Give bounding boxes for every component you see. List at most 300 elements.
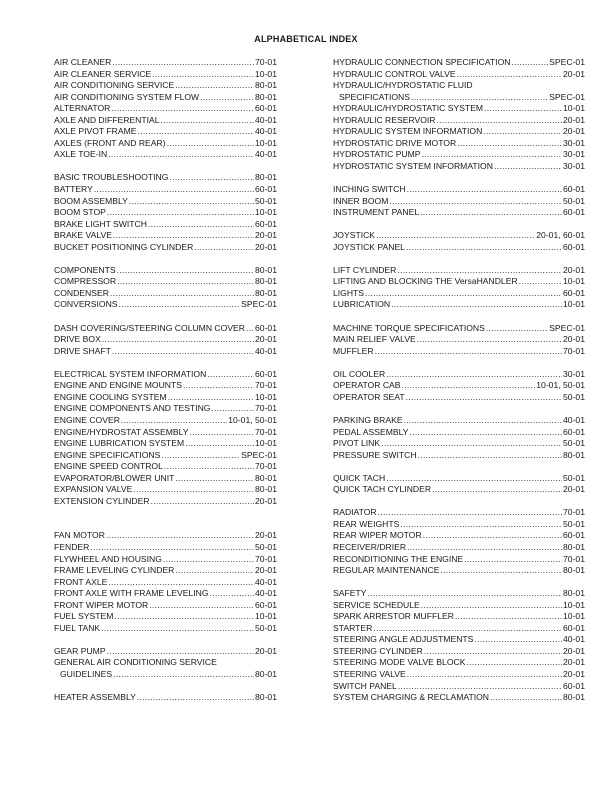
index-entry — [333, 369, 585, 381]
index-entry — [54, 692, 277, 704]
index-entry-name: SYSTEM CHARGING & RECLAMATION — [333, 692, 489, 703]
index-entry-page: 50-01 — [255, 622, 277, 633]
dot-leader — [431, 484, 562, 496]
index-entry-page: 60-01 — [563, 207, 585, 218]
index-entry — [333, 57, 585, 69]
dot-leader — [410, 92, 548, 104]
dot-leader — [482, 126, 562, 138]
index-column-right — [333, 57, 585, 715]
dot-leader — [388, 196, 562, 208]
index-letter-group — [54, 265, 277, 311]
index-entry-name: BRAKE LIGHT SWITCH — [54, 218, 147, 229]
index-entry — [54, 172, 277, 184]
dot-leader — [148, 600, 254, 612]
index-entry-page: 50-01 — [563, 472, 585, 483]
index-entry — [54, 69, 277, 81]
index-entry-page: 50-01 — [563, 438, 585, 449]
index-entry — [333, 692, 585, 704]
dot-leader — [151, 69, 254, 81]
index-entry-name: FUEL TANK — [54, 622, 101, 633]
index-entry — [333, 323, 585, 335]
index-entry-page: 60-01 — [255, 184, 277, 195]
index-entry-page: SPEC-01 — [549, 322, 585, 333]
dot-leader — [375, 230, 535, 242]
index-entry-page: 20-01 — [563, 334, 585, 345]
index-entry — [333, 242, 585, 254]
index-entry-name: MUFFLER — [333, 345, 374, 356]
index-entry-page — [276, 657, 277, 669]
index-letter-group — [333, 265, 585, 311]
index-entry-page: 80-01 — [255, 484, 277, 495]
index-entry — [54, 438, 277, 450]
index-entry-page: 60-01 — [255, 368, 277, 379]
index-entry-page: 40-01 — [255, 588, 277, 599]
dot-leader — [419, 207, 562, 219]
dot-leader — [111, 346, 254, 358]
index-entry — [54, 323, 277, 335]
dot-leader — [112, 669, 254, 681]
index-entry — [333, 334, 585, 346]
index-entry-name: OIL COOLER — [333, 368, 386, 379]
index-letter-group — [333, 323, 585, 358]
index-entry-page: 60-01 — [563, 241, 585, 252]
index-entry — [54, 219, 277, 231]
index-entry-name: EXPANSION VALVE — [54, 484, 133, 495]
index-entry-page: 10-01 — [255, 611, 277, 622]
index-entry — [333, 103, 585, 115]
dot-leader — [160, 450, 240, 462]
index-entry-name: FRONT AXLE — [54, 576, 108, 587]
index-entry — [333, 473, 585, 485]
index-entry-name: HYDROSTATIC DRIVE MOTOR — [333, 137, 457, 148]
dot-leader — [385, 369, 562, 381]
index-entry-page: 60-01 — [563, 184, 585, 195]
index-entry — [54, 600, 277, 612]
dot-leader — [174, 80, 254, 92]
index-entry-name: HYDRAULIC RESERVOIR — [333, 114, 436, 125]
dot-leader — [206, 369, 254, 381]
index-entry-name: SPECIFICATIONS — [339, 91, 410, 102]
index-entry-name: GEAR PUMP — [54, 645, 106, 656]
index-entry-name: ELECTRICAL SYSTEM INFORMATION — [54, 368, 207, 379]
index-entry — [54, 138, 277, 150]
index-entry — [333, 646, 585, 658]
index-entry-name: ENGINE COVER — [54, 414, 120, 425]
index-entry — [54, 346, 277, 358]
index-entry-name: BATTERY — [54, 184, 93, 195]
index-entry-page: 20-01 — [255, 565, 277, 576]
index-entry-name: COMPRESSOR — [54, 276, 117, 287]
index-entry — [333, 611, 585, 623]
index-entry — [333, 149, 585, 161]
index-letter-group — [54, 172, 277, 253]
dot-leader — [107, 577, 254, 589]
index-entry — [54, 299, 277, 311]
index-entry-name: GUIDELINES — [60, 668, 113, 679]
index-entry-name: RADIATOR — [333, 507, 377, 518]
index-entry — [333, 207, 585, 219]
dot-leader — [377, 507, 562, 519]
dot-leader — [454, 611, 562, 623]
index-entry — [333, 126, 585, 138]
dot-leader — [399, 519, 562, 531]
index-entry-name: ENGINE/HYDROSTAT ASSEMBLY — [54, 426, 189, 437]
dot-leader — [147, 219, 254, 231]
dot-leader — [107, 149, 254, 161]
index-entry — [333, 554, 585, 566]
index-entry — [54, 496, 277, 508]
index-entry-page: 10-01, 50-01 — [536, 380, 585, 391]
dot-leader — [105, 530, 254, 542]
index-entry — [333, 346, 585, 358]
index-entry-name: LUBRICATION — [333, 299, 391, 310]
index-entry-page: 80-01 — [255, 668, 277, 679]
index-entry — [333, 392, 585, 404]
dot-leader — [421, 149, 562, 161]
index-entry-name: RECONDITIONING THE ENGINE — [333, 553, 464, 564]
index-entry-page: 70-01 — [255, 553, 277, 564]
dot-leader — [422, 530, 562, 542]
index-entry-name: STARTER — [333, 622, 373, 633]
index-entry-name: AIR CLEANER SERVICE — [54, 68, 152, 79]
index-entry-page: 20-01 — [563, 645, 585, 656]
index-entry-name: ALTERNATOR — [54, 103, 111, 114]
dot-leader — [199, 92, 254, 104]
index-entry-name: SERVICE SCHEDULE — [333, 599, 420, 610]
index-letter-group — [333, 473, 585, 496]
index-entry-name: QUICK TACH CYLINDER — [333, 484, 432, 495]
index-entry — [54, 242, 277, 254]
dot-leader — [483, 103, 562, 115]
index-entry-page: 40-01 — [563, 634, 585, 645]
index-letter-group — [54, 646, 277, 681]
dot-leader — [132, 484, 254, 496]
dot-leader — [417, 450, 562, 462]
index-letter-group — [333, 230, 585, 253]
index-entry-name: ENGINE SPECIFICATIONS — [54, 449, 161, 460]
index-entry — [333, 681, 585, 693]
index-entry — [54, 646, 277, 658]
index-entry-name: SWITCH PANEL — [333, 680, 397, 691]
index-entry — [333, 657, 585, 669]
index-entry-name: AIR CONDITIONING SYSTEM FLOW — [54, 91, 200, 102]
index-entry-name: AXLE PIVOT FRAME — [54, 126, 137, 137]
index-entry — [333, 288, 585, 300]
dot-leader — [396, 265, 562, 277]
index-entry-name: DRIVE SHAFT — [54, 345, 111, 356]
index-entry-page: 80-01 — [563, 588, 585, 599]
index-entry — [54, 484, 277, 496]
index-entry — [333, 184, 585, 196]
index-entry — [54, 542, 277, 554]
dot-leader — [366, 588, 562, 600]
index-entry-name: CONDENSER — [54, 287, 109, 298]
index-entry — [54, 450, 277, 462]
index-entry-name: LIGHTS — [333, 287, 365, 298]
index-letter-group — [333, 507, 585, 576]
index-entry — [333, 265, 585, 277]
dot-leader — [406, 542, 562, 554]
index-entry-page: 10-01 — [563, 611, 585, 622]
index-entry — [54, 149, 277, 161]
index-entry-page: 60-01 — [255, 322, 277, 333]
index-entry-name: JOYSTICK PANEL — [333, 241, 405, 252]
index-entry — [333, 415, 585, 427]
index-entry-page: 40-01 — [255, 126, 277, 137]
index-entry-page: 10-01 — [563, 103, 585, 114]
index-entry-name: PRESSURE SWITCH — [333, 449, 417, 460]
dot-leader — [106, 207, 254, 219]
dot-leader — [493, 161, 562, 173]
index-entry-name: HEATER ASSEMBLY — [54, 692, 136, 703]
index-entry-name: PIVOT LINK — [333, 438, 381, 449]
index-entry-page: 40-01 — [255, 149, 277, 160]
index-entry — [333, 484, 585, 496]
index-entry-name: ENGINE LUBRICATION SYSTEM — [54, 438, 185, 449]
index-entry — [333, 427, 585, 439]
index-entry — [54, 196, 277, 208]
index-entry — [54, 288, 277, 300]
dot-leader — [217, 657, 276, 669]
index-entry-name: EXTENSION CYLINDER — [54, 495, 150, 506]
index-entry — [333, 634, 585, 646]
index-entry — [54, 611, 277, 623]
dot-leader — [100, 623, 254, 635]
index-entry-page: 50-01 — [563, 195, 585, 206]
index-entry — [54, 669, 277, 681]
index-entry-name: MACHINE TORQUE SPECIFICATIONS — [333, 322, 485, 333]
index-entry — [54, 230, 277, 242]
index-entry-page: 60-01 — [255, 599, 277, 610]
index-entry-page: 60-01 — [563, 426, 585, 437]
index-entry-name: HYDROSTATIC SYSTEM INFORMATION — [333, 160, 493, 171]
index-entry-page: 20-01 — [563, 264, 585, 275]
dot-leader — [160, 115, 254, 127]
index-entry-page: 60-01 — [563, 622, 585, 633]
index-entry-page: 30-01 — [563, 368, 585, 379]
index-entry-name: FUEL SYSTEM — [54, 611, 114, 622]
index-entry-page: 70-01 — [255, 403, 277, 414]
index-entry-page: SPEC-01 — [241, 299, 277, 310]
index-entry-page: 70-01 — [255, 380, 277, 391]
index-entry — [54, 657, 277, 669]
index-entry — [333, 92, 585, 104]
index-entry-name: AXLE TOE-IN — [54, 149, 108, 160]
index-entry-page: 20-01 — [563, 126, 585, 137]
dot-leader — [128, 196, 254, 208]
index-entry-name: FENDER — [54, 541, 90, 552]
index-letter-group — [333, 184, 585, 219]
index-entry-name: HYDRAULIC/HYDROSTATIC SYSTEM — [333, 103, 484, 114]
index-entry — [54, 115, 277, 127]
index-entry-page: 70-01 — [255, 426, 277, 437]
index-entry-name: DASH COVERING/STEERING COLUMN COVER — [54, 322, 245, 333]
index-entry — [54, 392, 277, 404]
index-entry-page: 20-01, 60-01 — [536, 230, 585, 241]
index-entry-name: REGULAR MAINTENANCE — [333, 565, 440, 576]
index-entry-name: AIR CLEANER — [54, 57, 112, 67]
index-entry — [54, 80, 277, 92]
index-entry — [333, 519, 585, 531]
index-entry — [54, 623, 277, 635]
dot-leader — [456, 69, 562, 81]
index-entry-name: ENGINE AND ENGINE MOUNTS — [54, 380, 182, 391]
index-entry — [333, 507, 585, 519]
dot-leader — [166, 138, 254, 150]
index-entry-name: REAR WEIGHTS — [333, 518, 400, 529]
index-entry — [333, 588, 585, 600]
index-letter-group — [54, 530, 277, 634]
dot-leader — [112, 230, 254, 242]
index-entry-page: 80-01 — [563, 541, 585, 552]
index-entry-name: FRONT AXLE WITH FRAME LEVELING — [54, 588, 209, 599]
index-entry — [333, 196, 585, 208]
index-entry-page: 40-01 — [255, 114, 277, 125]
dot-leader — [182, 380, 254, 392]
dot-leader — [473, 80, 584, 92]
index-entry-name: HYDRAULIC/HYDROSTATIC FLUID — [333, 80, 473, 91]
index-column-left — [54, 57, 277, 715]
index-entry — [333, 438, 585, 450]
dot-leader — [116, 265, 254, 277]
index-entry-name: INSTRUMENT PANEL — [333, 207, 420, 218]
index-entry — [54, 103, 277, 115]
dot-leader — [423, 646, 562, 658]
index-entry-name: BRAKE VALVE — [54, 230, 112, 241]
index-entry-name: LIFT CYLINDER — [333, 264, 397, 275]
index-entry — [54, 577, 277, 589]
dot-leader — [150, 496, 255, 508]
index-entry-name: CONVERSIONS — [54, 299, 118, 310]
index-entry-page: 80-01 — [255, 172, 277, 183]
dot-leader — [473, 634, 562, 646]
index-entry — [54, 403, 277, 415]
index-entry — [54, 184, 277, 196]
index-entry — [54, 126, 277, 138]
index-entry-name: HYDROSTATIC PUMP — [333, 149, 421, 160]
dot-leader — [364, 288, 562, 300]
index-entry-page: 70-01 — [563, 345, 585, 356]
index-entry-name: OPERATOR SEAT — [333, 391, 405, 402]
index-entry — [333, 530, 585, 542]
dot-leader — [184, 438, 254, 450]
index-entry-page — [584, 80, 585, 92]
dot-leader — [420, 600, 562, 612]
dot-leader — [485, 323, 548, 335]
dot-leader — [406, 184, 562, 196]
index-entry-page: 40-01 — [255, 345, 277, 356]
index-entry-name: FLYWHEEL AND HOUSING — [54, 553, 162, 564]
dot-leader — [109, 288, 254, 300]
index-entry-name: HYDRAULIC CONNECTION SPECIFICATION — [333, 57, 511, 67]
index-entry-page: 80-01 — [255, 692, 277, 703]
index-entry-page: 70-01 — [255, 57, 277, 67]
index-entry-name: STEERING CYLINDER — [333, 645, 423, 656]
index-entry-page: 40-01 — [255, 576, 277, 587]
index-entry — [54, 565, 277, 577]
index-entry — [333, 669, 585, 681]
index-entry-name: FRAME LEVELING CYLINDER — [54, 565, 175, 576]
dot-leader — [168, 172, 254, 184]
index-entry-page: 20-01 — [255, 334, 277, 345]
index-entry-page: 20-01 — [563, 68, 585, 79]
dot-leader — [111, 57, 254, 69]
index-entry-name: DRIVE BOX — [54, 334, 101, 345]
index-entry-name: STEERING ANGLE ADJUSTMENTS — [333, 634, 474, 645]
index-entry-page: 60-01 — [563, 530, 585, 541]
dot-leader — [193, 242, 254, 254]
dot-leader — [120, 415, 227, 427]
index-entry-page: 10-01 — [255, 391, 277, 402]
index-entry-page: 10-01 — [563, 599, 585, 610]
dot-leader — [174, 565, 254, 577]
index-entry-page: 10-01 — [255, 438, 277, 449]
index-entry — [54, 588, 277, 600]
dot-leader — [167, 392, 254, 404]
index-letter-group — [333, 369, 585, 404]
index-entry-name: JOYSTICK — [333, 230, 376, 241]
index-entry-page: 70-01 — [563, 507, 585, 518]
index-entry — [54, 276, 277, 288]
index-entry-page: 20-01 — [563, 484, 585, 495]
index-entry-page: 40-01 — [563, 414, 585, 425]
index-entry-name: SPARK ARRESTOR MUFFLER — [333, 611, 454, 622]
index-entry — [54, 380, 277, 392]
dot-leader — [489, 692, 562, 704]
dot-leader — [163, 461, 254, 473]
index-entry-page: 80-01 — [255, 472, 277, 483]
dot-leader — [405, 392, 562, 404]
dot-leader — [403, 415, 562, 427]
index-entry-name: PEDAL ASSEMBLY — [333, 426, 409, 437]
dot-leader — [136, 126, 254, 138]
index-entry — [54, 530, 277, 542]
index-entry — [333, 450, 585, 462]
index-entry-name: SAFETY — [333, 588, 367, 599]
index-entry-page: 50-01 — [255, 195, 277, 206]
index-entry-page: SPEC-01 — [549, 57, 585, 67]
index-entry — [333, 80, 585, 92]
index-entry-page: 70-01 — [255, 461, 277, 472]
index-entry-page: 70-01 — [563, 553, 585, 564]
index-entry-page: 50-01 — [255, 541, 277, 552]
index-entry-name: AXLES (FRONT AND REAR) — [54, 137, 166, 148]
index-entry — [54, 369, 277, 381]
index-entry-name: HYDRAULIC SYSTEM INFORMATION — [333, 126, 483, 137]
index-entry-page: SPEC-01 — [549, 91, 585, 102]
index-entry-name: BOOM STOP — [54, 207, 106, 218]
index-entry-page: 10-01, 50-01 — [228, 414, 277, 425]
index-entry — [333, 380, 585, 392]
index-entry — [54, 415, 277, 427]
dot-leader — [456, 138, 562, 150]
index-entry-name: RECEIVER/DRIER — [333, 541, 407, 552]
index-entry-page: 30-01 — [563, 149, 585, 160]
index-entry — [333, 542, 585, 554]
index-entry-page: 30-01 — [563, 160, 585, 171]
index-entry-page: 20-01 — [563, 114, 585, 125]
index-entry-name: AXLE AND DIFFERENTIAL — [54, 114, 160, 125]
index-entry-page: 20-01 — [255, 530, 277, 541]
index-letter-group — [333, 57, 585, 172]
index-entry-page: 20-01 — [255, 230, 277, 241]
index-entry — [54, 207, 277, 219]
dot-leader — [118, 299, 241, 311]
index-entry-name: LIFTING AND BLOCKING THE VersaHANDLER — [333, 276, 518, 287]
index-entry-name: PARKING BRAKE — [333, 414, 403, 425]
index-entry — [333, 299, 585, 311]
index-entry — [54, 461, 277, 473]
